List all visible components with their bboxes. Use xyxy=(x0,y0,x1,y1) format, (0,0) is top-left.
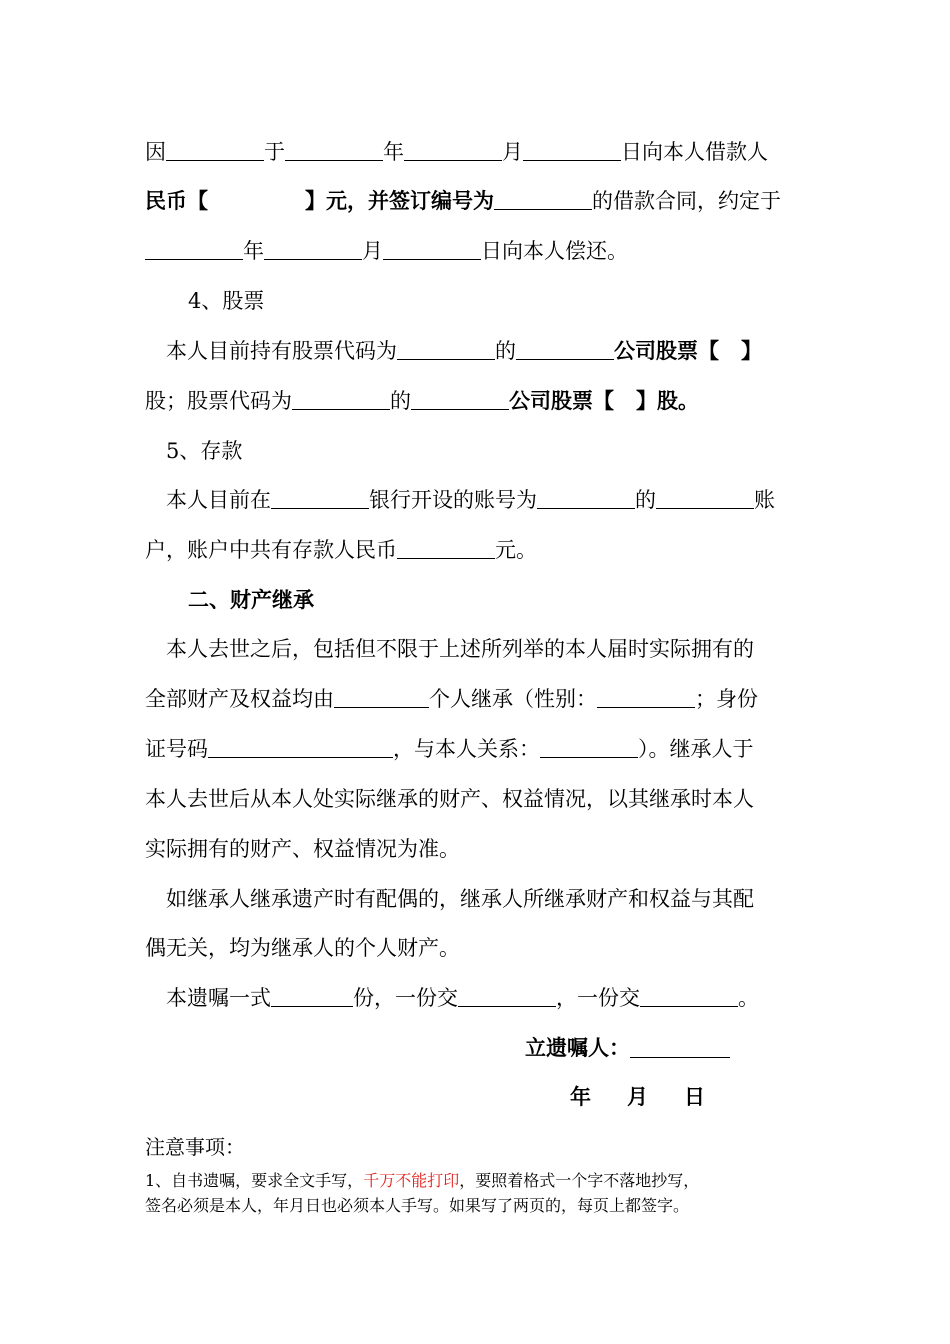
blank-field[interactable] xyxy=(540,739,638,758)
signature-field[interactable] xyxy=(630,1037,730,1058)
warning-text: 千万不能打印 xyxy=(363,1171,460,1190)
inheritance-p1-line-3: 证号码 ，与本人关系： ）。继承人于 xyxy=(145,737,754,761)
blank-field[interactable] xyxy=(494,191,592,210)
inheritance-p3: 本遗嘱一式 份，一份交 ，一份交 。 xyxy=(166,986,759,1010)
testator-signature: 立遗嘱人： xyxy=(525,1033,730,1063)
blank-field[interactable] xyxy=(271,988,353,1007)
deposits-line-2: 户，账户中共有存款人民币 元。 xyxy=(145,538,537,562)
blank-field[interactable] xyxy=(640,988,738,1007)
blank-field[interactable] xyxy=(145,241,243,260)
blank-field[interactable] xyxy=(264,241,362,260)
blank-field[interactable] xyxy=(271,490,369,509)
inheritance-p2-line-1: 如继承人继承遗产时有配偶的，继承人所继承财产和权益与其配 xyxy=(166,887,754,911)
notes-line-2: 签名必须是本人，年月日也必须本人手写。如果写了两页的，每页上都签字。 xyxy=(145,1196,690,1215)
blank-field[interactable] xyxy=(404,142,502,161)
blank-field[interactable] xyxy=(597,689,695,708)
blank-field[interactable] xyxy=(656,490,754,509)
blank-field[interactable] xyxy=(334,689,429,708)
signature-date xyxy=(570,1082,705,1112)
stocks-heading: 4、股票 xyxy=(188,289,265,313)
inheritance-p1-line-1: 本人去世之后，包括但不限于上述所列举的本人届时实际拥有的 xyxy=(166,637,754,661)
inheritance-heading: 二、财产继承 xyxy=(188,587,314,612)
deposits-line-1: 本人目前在 银行开设的账号为 的 账 xyxy=(166,488,775,512)
blank-field[interactable] xyxy=(383,241,481,260)
loan-line-2: 民币【 】元，并签订编号为 的借款合同，约定于 xyxy=(145,188,781,213)
inheritance-p2-line-2: 偶无关，均为继承人的个人财产。 xyxy=(145,936,460,960)
blank-field[interactable] xyxy=(397,540,495,559)
loan-line-1: 因 于 年 月 日向本人借款人 xyxy=(145,140,768,164)
blank-field[interactable] xyxy=(458,988,556,1007)
blank-field[interactable] xyxy=(523,142,621,161)
blank-field[interactable] xyxy=(411,391,509,410)
blank-field[interactable] xyxy=(166,142,264,161)
day-label: 日 xyxy=(684,1084,705,1109)
blank-field[interactable] xyxy=(285,142,383,161)
deposits-heading: 5、存款 xyxy=(166,439,243,463)
notes-heading: 注意事项： xyxy=(145,1135,245,1159)
blank-field[interactable] xyxy=(292,391,390,410)
blank-field[interactable] xyxy=(397,341,495,360)
blank-field[interactable] xyxy=(208,739,393,758)
inheritance-p1-line-2: 全部财产及权益均由 个人继承（性别： ；身份 xyxy=(145,687,758,711)
blank-field[interactable] xyxy=(516,341,614,360)
inheritance-p1-line-5: 实际拥有的财产、权益情况为准。 xyxy=(145,837,460,861)
inheritance-p1-line-4: 本人去世后从本人处实际继承的财产、权益情况，以其继承时本人 xyxy=(145,787,754,811)
stocks-line-1: 本人目前持有股票代码为 的 公司股票【 】 xyxy=(166,338,762,363)
blank-field[interactable] xyxy=(537,490,635,509)
month-label: 月 xyxy=(627,1084,648,1109)
stocks-line-2: 股；股票代码为 的 公司股票【 】股。 xyxy=(145,388,699,413)
loan-line-3: 年 月 日向本人偿还。 xyxy=(145,236,628,266)
notes-line-1: 1、自书遗嘱，要求全文手写，千万不能打印，要照着格式一个字不落地抄写， xyxy=(145,1171,700,1190)
year-label: 年 xyxy=(570,1084,591,1109)
